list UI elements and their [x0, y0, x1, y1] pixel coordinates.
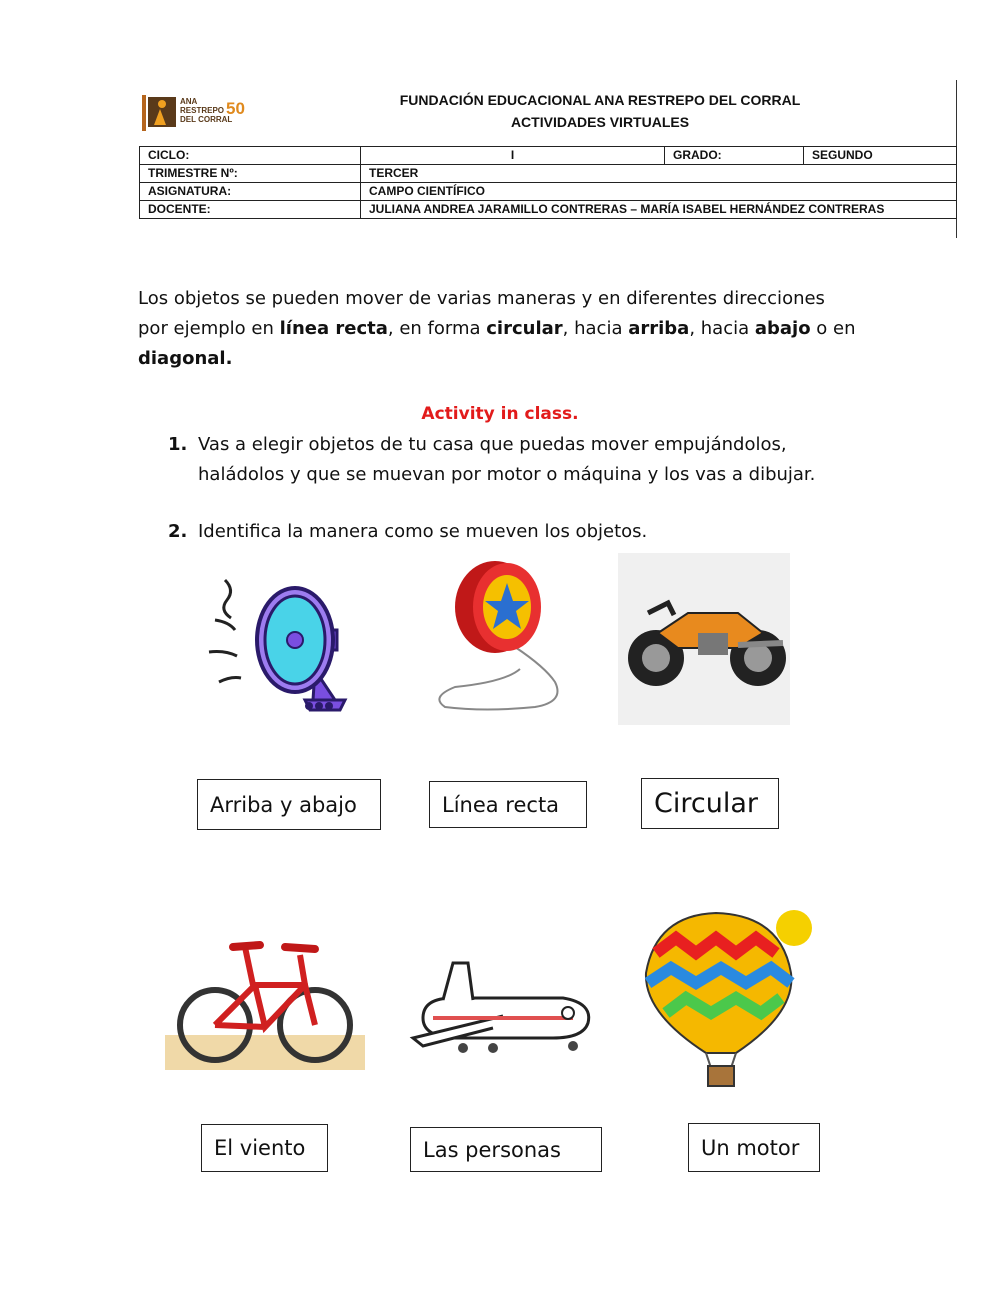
logo-badge: 50 [226, 99, 245, 118]
header-subtitle: ACTIVIDADES VIRTUALES [510, 114, 690, 130]
label-el-viento[interactable]: El viento [201, 1124, 328, 1172]
label-las-personas[interactable]: Las personas [410, 1127, 602, 1172]
logo-text-3: DEL CORRAL [180, 115, 233, 124]
intro-text-3: , hacia [562, 318, 629, 339]
trimestre-value: TERCER [361, 165, 957, 183]
intro-bold-4: abajo [754, 318, 811, 339]
docente-value: JULIANA ANDREA JARAMILLO CONTRERAS – MARÍA ISABEL HERNÁNDEZ CONTRERAS [361, 201, 957, 219]
airplane-image [403, 958, 598, 1058]
intro-bold-5: diagonal. [138, 348, 233, 369]
item-number: 1. [168, 434, 188, 455]
intro-bold-1: línea recta [279, 318, 388, 339]
hot-air-balloon-image [626, 903, 820, 1093]
instruction-item-2 [168, 517, 828, 547]
header-title: FUNDACIÓN EDUCACIONAL ANA RESTREPO DEL CORRAL [399, 92, 801, 108]
label-circular[interactable]: Circular [641, 778, 779, 829]
info-table [139, 146, 957, 219]
grado-value: SEGUNDO [804, 147, 957, 165]
intro-bold-2: circular [486, 318, 563, 339]
intro-text-2: , en forma [387, 318, 487, 339]
asignatura-label: ASIGNATURA: [140, 183, 361, 201]
intro-text-4: , hacia [689, 318, 755, 339]
fan-image [195, 560, 365, 730]
asignatura-value: CAMPO CIENTÍFICO [361, 183, 957, 201]
ciclo-label: CICLO: [140, 147, 361, 165]
item-number: 2. [168, 521, 188, 542]
label-arriba-y-abajo[interactable]: Arriba y abajo [197, 779, 381, 830]
trimestre-label: TRIMESTRE Nº: [140, 165, 361, 183]
item-text: Identifica la manera como se mueven los objetos. [198, 521, 648, 542]
motorcycle-image [618, 553, 790, 725]
label-un-motor[interactable]: Un motor [688, 1123, 820, 1172]
yoyo-image [425, 557, 580, 722]
logo-text-2: RESTREPO [180, 106, 225, 115]
intro-paragraph [138, 284, 858, 374]
school-logo [140, 95, 250, 131]
intro-text-1: Los objetos se pueden mover de varias maneras y en diferentes direcciones por ejemplo en [138, 288, 825, 339]
ciclo-value: I [361, 147, 665, 165]
intro-bold-3: arriba [628, 318, 690, 339]
docente-label: DOCENTE: [140, 201, 361, 219]
bicycle-image [165, 935, 365, 1070]
intro-text-5: o en [810, 318, 856, 339]
activity-title: Activity in class. [421, 404, 579, 424]
instruction-item-1 [168, 430, 828, 490]
logo-text-1: ANA [180, 97, 198, 106]
label-linea-recta[interactable]: Línea recta [429, 781, 587, 828]
grado-label: GRADO: [665, 147, 804, 165]
item-text: Vas a elegir objetos de tu casa que puedas mover empujándolos, haládolos y que se muevan por motor o máquina y los vas a dibujar. [198, 434, 816, 485]
